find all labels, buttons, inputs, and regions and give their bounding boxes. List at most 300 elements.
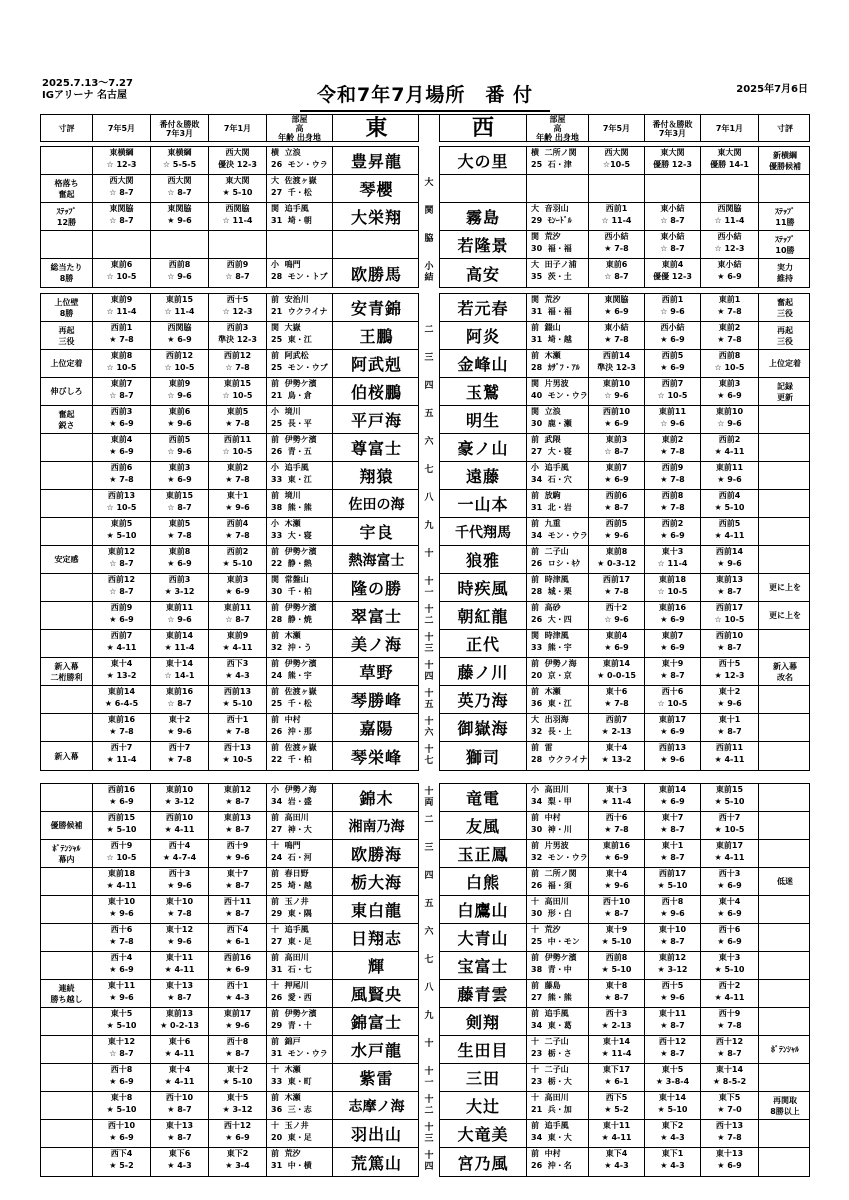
west-record-cell xyxy=(589,462,645,489)
age-value: 25 xyxy=(531,160,543,169)
record-score: ★ 8-7 xyxy=(604,993,629,1002)
record-rank: 東下2 xyxy=(226,1149,249,1158)
east-rikishi-row xyxy=(41,1148,418,1176)
age-home-header: 高 年齢 出身地 xyxy=(536,124,579,142)
prev-rank-mark: 前 xyxy=(531,813,539,822)
west-record-cell xyxy=(645,980,701,1007)
east-record-cell xyxy=(151,602,209,629)
east-comment xyxy=(41,784,93,811)
age-home-header: 高 年齢 出身地 xyxy=(278,124,321,142)
record-score: ★ 9-6 xyxy=(717,475,742,484)
record-score: ★ 8-7 xyxy=(225,825,250,834)
west-shikona: 時疾風 xyxy=(440,574,527,601)
stable-name: 安治川 xyxy=(284,295,309,304)
west-record-cell xyxy=(645,1120,701,1147)
record-rank: 西十12 xyxy=(715,1037,744,1046)
west-record-cell xyxy=(701,231,759,258)
stable-name: 鳴門 xyxy=(284,260,301,269)
info-line-stable xyxy=(267,462,332,474)
prev-rank-mark: 前 xyxy=(531,659,539,668)
record-score: ★ 7-8 xyxy=(717,307,742,316)
prev-rank-mark: 大 xyxy=(271,176,279,185)
west-shikona: 狼雅 xyxy=(440,546,527,573)
record-rank: 西前2 xyxy=(718,435,741,444)
info-line-stable xyxy=(267,203,332,215)
east-rikishi-row xyxy=(41,812,418,840)
east-rikishi-row xyxy=(41,462,418,490)
record-rank: 東横綱 xyxy=(167,148,192,157)
east-rikishi-row xyxy=(41,980,418,1008)
rank-label: 十 一 xyxy=(424,1067,434,1088)
west-shikona: 遠藤 xyxy=(440,462,527,489)
month-label: 7年1月 xyxy=(223,124,252,133)
east-record-cell xyxy=(93,490,151,517)
hometown: 大・四 xyxy=(547,615,572,624)
record-score: ★ 6-9 xyxy=(660,727,685,736)
record-score: ★ 8-7 xyxy=(225,909,250,918)
age-value: 33 xyxy=(531,643,543,652)
rank-label: 七 xyxy=(424,465,434,475)
east-comment: ﾎﾟﾃﾝｼｬﾙ 幕内 xyxy=(41,840,93,867)
record-score: ☆ 10-5 xyxy=(714,363,745,372)
west-record-cell xyxy=(589,322,645,349)
west-record-cell xyxy=(701,546,759,573)
west-info-cell xyxy=(527,1008,589,1035)
record-score: ☆ 10-5 xyxy=(222,391,253,400)
info-line-stable xyxy=(267,147,332,159)
stable-name: 高田川 xyxy=(284,953,309,962)
record-rank: 東十2 xyxy=(168,715,191,724)
west-shikona: 藤ノ川 xyxy=(440,658,527,685)
prev-rank-mark: 前 xyxy=(271,897,279,906)
east-shikona: 王鵬 xyxy=(359,327,394,346)
west-info-cell xyxy=(527,924,589,951)
info-line-stable xyxy=(267,980,332,992)
info-line-stable xyxy=(527,686,588,698)
record-rank: 西前13 xyxy=(223,687,252,696)
stable-name: 追手風 xyxy=(284,463,309,472)
hometown: モン・ウラ xyxy=(547,853,588,862)
info-line-age xyxy=(527,992,588,1004)
west-shikona: 金峰山 xyxy=(440,350,527,377)
record-rank: 西前2 xyxy=(226,547,249,556)
age-value: 23 xyxy=(531,1077,543,1086)
record-score: ☆ 10-5 xyxy=(106,272,137,281)
age-value: 31 xyxy=(531,307,543,316)
east-record-cell xyxy=(209,378,267,405)
east-record-cell xyxy=(151,686,209,713)
record-score: ★ 6-9 xyxy=(717,1161,742,1170)
east-comment: 新入幕 二桁勝利 xyxy=(41,658,93,685)
west-record-cell xyxy=(701,518,759,545)
record-rank: 東前15 xyxy=(165,295,194,304)
month-label: 7年5月 xyxy=(602,124,631,133)
west-comment: 新入幕 改名 xyxy=(773,661,797,682)
prev-rank-mark: 前 xyxy=(531,1149,539,1158)
west-info-cell xyxy=(527,574,589,601)
west-comment xyxy=(759,1148,811,1176)
info-line-stable xyxy=(267,742,332,754)
west-rikishi-row xyxy=(440,322,809,350)
record-score: ★ 7-8 xyxy=(604,587,629,596)
east-month-header xyxy=(93,115,151,142)
west-record-cell xyxy=(645,630,701,657)
east-record-cell xyxy=(209,686,267,713)
age-value: 30 xyxy=(531,419,543,428)
west-info-cell xyxy=(527,462,589,489)
record-rank: 西前11 xyxy=(715,743,744,752)
info-line-stable xyxy=(267,231,332,243)
west-record-cell xyxy=(645,1036,701,1063)
east-shikona: 嘉陽 xyxy=(359,719,394,738)
record-rank: 東下1 xyxy=(661,1149,684,1158)
west-record-cell xyxy=(701,1064,759,1091)
west-rikishi-row xyxy=(440,574,809,602)
info-line-age xyxy=(527,1160,588,1172)
west-comment xyxy=(759,714,811,741)
record-score: ★ 6-9 xyxy=(717,272,742,281)
west-rikishi-row xyxy=(440,1092,809,1120)
west-rikishi-row xyxy=(440,259,809,287)
east-record-cell xyxy=(93,1148,151,1176)
east-record-cell xyxy=(151,322,209,349)
hometown: 栃・大 xyxy=(547,1077,572,1086)
record-rank: 西十1 xyxy=(226,715,249,724)
record-rank: 西十9 xyxy=(718,1009,741,1018)
east-info-cell xyxy=(267,742,333,770)
info-line-stable xyxy=(267,952,332,964)
record-score: ★ 7-8 xyxy=(167,909,192,918)
west-record-cell xyxy=(645,574,701,601)
west-shikona: 高安 xyxy=(440,259,527,287)
record-rank: 西十2 xyxy=(718,981,741,990)
hometown: 鹿・瀬 xyxy=(547,419,572,428)
east-shikona: 安青錦 xyxy=(350,299,402,318)
west-record-cell xyxy=(589,602,645,629)
west-record-cell xyxy=(589,1036,645,1063)
info-line-age xyxy=(267,642,332,654)
record-score: ☆ 12-3 xyxy=(106,160,137,169)
east-comment: 総当たり 8勝 xyxy=(41,259,93,287)
east-record-cell xyxy=(93,406,151,433)
record-score: ★ 7-8 xyxy=(660,447,685,456)
east-record-cell xyxy=(209,840,267,867)
west-info-cell xyxy=(527,294,589,321)
stable-name: 中村 xyxy=(284,715,301,724)
age-value: 34 xyxy=(531,1133,543,1142)
hometown: 福・福 xyxy=(547,307,572,316)
record-score: ★ 6-9 xyxy=(660,363,685,372)
prev-rank-mark: 前 xyxy=(531,491,539,500)
record-rank: 西小結 xyxy=(604,232,629,241)
hometown: 静・熱 xyxy=(287,559,312,568)
east-info-cell xyxy=(267,840,333,867)
info-line-stable xyxy=(267,406,332,418)
record-score: ★ 6-9 xyxy=(109,1077,134,1086)
stable-name: 佐渡ヶ嶽 xyxy=(284,176,317,185)
east-info-cell xyxy=(267,686,333,713)
record-rank: 東十9 xyxy=(661,659,684,668)
rank-label: 十 xyxy=(424,549,434,559)
info-line-age xyxy=(527,362,588,374)
info-line-stable xyxy=(527,406,588,418)
record-rank: 東前11 xyxy=(658,407,687,416)
record-rank: 西前17 xyxy=(715,603,744,612)
west-info-cell xyxy=(527,231,589,258)
hometown: 青・五 xyxy=(287,447,312,456)
west-rikishi-row xyxy=(440,147,809,175)
east-comment: 格落ち 奮起 xyxy=(41,175,93,202)
record-score: ★ 6-9 xyxy=(660,335,685,344)
record-rank: 東十7 xyxy=(661,813,684,822)
record-rank: 西前10 xyxy=(602,407,631,416)
record-score: ★ 9-6 xyxy=(717,699,742,708)
record-score: 準決 12-3 xyxy=(597,363,636,372)
record-score: ☆ 8-7 xyxy=(109,587,134,596)
prev-rank-mark: 前 xyxy=(271,953,279,962)
record-score: ★ 7-8 xyxy=(225,419,250,428)
hometown: モン・ウラ xyxy=(547,391,588,400)
west-record-cell xyxy=(701,952,759,979)
east-record-cell xyxy=(151,574,209,601)
east-record-cell xyxy=(151,868,209,895)
info-line-age xyxy=(527,586,588,598)
record-score: ★ 6-9 xyxy=(604,419,629,428)
info-line-stable xyxy=(267,840,332,852)
record-score: ★ 7-8 xyxy=(225,727,250,736)
record-score: ★ 9-6 xyxy=(604,881,629,890)
month-label: 7年5月 xyxy=(107,124,136,133)
record-rank: 西十13 xyxy=(715,1121,744,1130)
stable-name: 伊勢ケ濱 xyxy=(284,603,317,612)
west-record-cell xyxy=(645,322,701,349)
west-shikona: 大の里 xyxy=(440,147,527,174)
west-comment xyxy=(759,686,811,713)
west-info-cell xyxy=(527,490,589,517)
record-score: ★ 5-2 xyxy=(109,1161,134,1170)
header-left xyxy=(42,78,133,102)
hometown: 城・栗 xyxy=(547,587,572,596)
prev-rank-mark: 前 xyxy=(531,435,539,444)
stable-name: 追手風 xyxy=(544,1009,569,1018)
stable-header: 部屋 xyxy=(291,115,308,124)
west-record-cell xyxy=(589,546,645,573)
west-month-header xyxy=(701,115,759,142)
west-record-cell xyxy=(589,868,645,895)
east-shikona: 志摩ノ海 xyxy=(348,1098,405,1115)
rank-label: 三 xyxy=(424,353,434,363)
prev-rank-mark: 十 xyxy=(271,981,279,990)
west-rikishi-row xyxy=(440,714,809,742)
west-rikishi-row xyxy=(440,434,809,462)
record-title: 番付＆勝敗 xyxy=(159,119,200,129)
west-record-cell xyxy=(589,231,645,258)
west-record-cell xyxy=(589,924,645,951)
east-record-cell xyxy=(151,812,209,839)
east-rikishi-row xyxy=(41,259,418,287)
record-score: ☆ 11-4 xyxy=(601,216,632,225)
east-shikona: 風賢央 xyxy=(350,985,402,1004)
age-value: 25 xyxy=(271,363,283,372)
east-record-cell xyxy=(93,1120,151,1147)
prev-rank-mark: 関 xyxy=(531,631,539,640)
east-shikona: 欧勝馬 xyxy=(350,264,402,284)
record-rank: 東前12 xyxy=(223,785,252,794)
east-record-cell xyxy=(151,1064,209,1091)
west-rikishi-row xyxy=(440,203,809,231)
west-record-cell xyxy=(701,259,759,287)
east-shikona: 湘南乃海 xyxy=(348,818,405,835)
record-rank: 西前3 xyxy=(168,575,191,584)
west-rikishi-row xyxy=(440,658,809,686)
record-score: ★ 6-9 xyxy=(660,531,685,540)
prev-rank-mark: 前 xyxy=(271,1009,279,1018)
period-text: 2025.7.13～7.27 xyxy=(42,78,133,89)
record-score: ★ 4-11 xyxy=(714,853,745,862)
east-record-cell xyxy=(151,658,209,685)
record-rank: 東前9 xyxy=(110,295,133,304)
west-record-cell xyxy=(645,742,701,770)
record-score: ★ 13-2 xyxy=(106,671,137,680)
west-comment xyxy=(759,462,811,489)
record-rank: 東十11 xyxy=(165,953,194,962)
info-line-stable xyxy=(527,1092,588,1104)
info-line-age xyxy=(267,1104,332,1116)
west-info-cell xyxy=(527,350,589,377)
record-rank: 東大関 xyxy=(660,148,685,157)
west-record-cell xyxy=(701,406,759,433)
record-rank: 東前9 xyxy=(168,379,191,388)
stable-name: 二子山 xyxy=(544,547,569,556)
east-record-cell xyxy=(209,658,267,685)
hometown: 栃・さ xyxy=(547,1049,572,1058)
prev-rank-mark: 前 xyxy=(271,1037,279,1046)
hometown: 東・江 xyxy=(287,475,312,484)
record-score: ★ 5-10 xyxy=(601,965,632,974)
west-comment xyxy=(759,175,811,202)
record-score: ☆ 8-7 xyxy=(109,188,134,197)
record-rank: 西十6 xyxy=(718,925,741,934)
record-score: ☆ 8-7 xyxy=(225,272,250,281)
east-info-header xyxy=(267,115,333,142)
stable-name: 木瀬 xyxy=(284,1065,301,1074)
east-record-cell xyxy=(93,896,151,923)
record-score: ☆ 10-5 xyxy=(657,699,688,708)
stable-header: 部屋 xyxy=(549,115,566,124)
record-rank: 東前12 xyxy=(658,953,687,962)
east-info-cell xyxy=(267,490,333,517)
age-value: 28 xyxy=(531,755,543,764)
west-rikishi-row xyxy=(440,980,809,1008)
info-line-stable xyxy=(267,1092,332,1104)
record-rank: 東十13 xyxy=(715,1149,744,1158)
record-score: ★ 9-6 xyxy=(167,937,192,946)
west-rikishi-row xyxy=(440,231,809,259)
record-score: ★ 6-9 xyxy=(717,909,742,918)
record-rank: 西小結 xyxy=(717,232,742,241)
record-score: ★ 6-9 xyxy=(604,853,629,862)
west-shikona: 朝紅龍 xyxy=(440,602,527,629)
record-score: ★ 3-12 xyxy=(222,1105,253,1114)
record-rank: 西十3 xyxy=(718,869,741,878)
info-line-stable xyxy=(527,378,588,390)
record-rank: 東前7 xyxy=(110,379,133,388)
east-comment: 新入幕 xyxy=(41,742,93,770)
info-line-stable xyxy=(527,868,588,880)
record-rank: 東前6 xyxy=(168,407,191,416)
age-value: 28 xyxy=(531,587,543,596)
info-line-age xyxy=(267,502,332,514)
record-rank: 西十8 xyxy=(661,897,684,906)
hometown: 熊・宇 xyxy=(547,643,572,652)
west-record-cell xyxy=(701,714,759,741)
stable-name: 荒汐 xyxy=(544,232,561,241)
record-score: 準決 12-3 xyxy=(218,335,257,344)
east-comment: 優勝候補 xyxy=(41,812,93,839)
prev-rank-mark: 大 xyxy=(531,715,539,724)
west-rikishi-row xyxy=(440,952,809,980)
record-score: ☆ 10-5 xyxy=(106,503,137,512)
info-line-stable xyxy=(267,686,332,698)
west-shikona: 藤青雲 xyxy=(440,980,527,1007)
east-rikishi-row xyxy=(41,231,418,259)
rank-label: 十 二 xyxy=(424,1095,434,1116)
record-score: ★ 8-7 xyxy=(717,1049,742,1058)
info-line-age xyxy=(527,530,588,542)
east-shikona: 荒篤山 xyxy=(350,1153,402,1173)
east-record-cell xyxy=(93,714,151,741)
west-record-cell xyxy=(645,1008,701,1035)
info-line-stable xyxy=(267,259,332,271)
prev-rank-mark: 小 xyxy=(271,785,279,794)
west-comment: 記録 更新 xyxy=(777,381,793,402)
hometown: ｶｻﾞﾌ・ｱﾙ xyxy=(547,363,580,372)
record-rank: 西前9 xyxy=(661,463,684,472)
record-score: ★ 7-0 xyxy=(717,1105,742,1114)
east-rikishi-row xyxy=(41,406,418,434)
rank-label: 九 xyxy=(424,1011,434,1021)
east-info-cell xyxy=(267,231,333,258)
record-score: 優優 12-3 xyxy=(653,272,692,281)
rank-label: 小 結 xyxy=(424,262,434,283)
east-shikona: 阿武剋 xyxy=(350,355,402,374)
west-record-cell xyxy=(589,518,645,545)
west-info-header xyxy=(527,115,589,142)
record-score: ★ 4-11 xyxy=(714,531,745,540)
west-info-cell xyxy=(527,840,589,867)
stable-name: 藤島 xyxy=(544,981,561,990)
age-value: 21 xyxy=(531,1105,543,1114)
east-info-cell xyxy=(267,1064,333,1091)
record-rank: 東前11 xyxy=(715,463,744,472)
stable-name: 追手風 xyxy=(544,1121,569,1130)
stable-name: 玉ノ井 xyxy=(284,1121,309,1130)
record-rank: 西前5 xyxy=(168,435,191,444)
prev-rank-mark: 前 xyxy=(271,547,279,556)
age-value: 27 xyxy=(531,993,543,1002)
east-record-cell xyxy=(93,518,151,545)
east-record-cell xyxy=(93,868,151,895)
record-rank: 東十3 xyxy=(661,547,684,556)
record-score: ★ 2-13 xyxy=(601,1021,632,1030)
east-side-label: 東 xyxy=(365,115,388,141)
east-info-cell xyxy=(267,980,333,1007)
info-line-stable xyxy=(527,1008,588,1020)
record-rank: 西十6 xyxy=(661,687,684,696)
record-rank: 東前10 xyxy=(602,379,631,388)
west-record-cell xyxy=(645,350,701,377)
east-rikishi-row xyxy=(41,1064,418,1092)
